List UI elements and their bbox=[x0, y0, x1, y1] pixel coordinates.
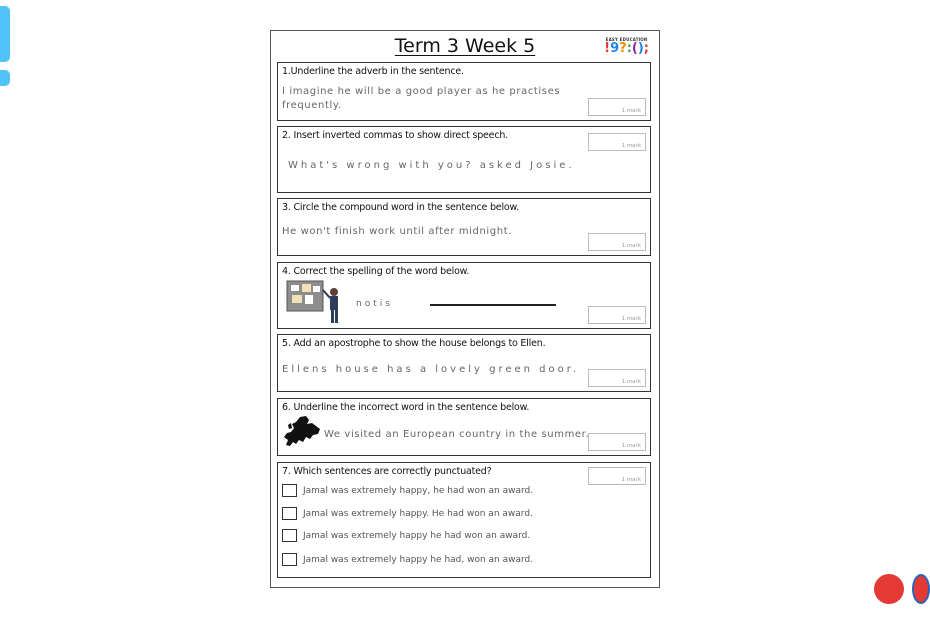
mark-box: 1 mark bbox=[588, 133, 646, 151]
option-2[interactable] bbox=[282, 507, 533, 520]
easy-education-logo: EASY EDUCATION !9?:(); bbox=[604, 37, 649, 56]
question-4 bbox=[277, 262, 651, 329]
question-2 bbox=[277, 126, 651, 193]
option-1[interactable] bbox=[282, 484, 533, 497]
mark-box: 1 mark bbox=[588, 369, 646, 387]
noticeboard-image bbox=[286, 280, 348, 324]
mark-box: 1 mark bbox=[588, 467, 646, 485]
option-1-label: Jamal was extremely happy, he had won an award. bbox=[303, 485, 534, 496]
option-4-label: Jamal was extremely happy he had, won an award. bbox=[303, 554, 534, 565]
exclamation-icon bbox=[0, 6, 14, 88]
question-7-prompt: 7. Which sentences are correctly punctuated? bbox=[282, 466, 492, 477]
question-4-prompt: 4. Correct the spelling of the word below. bbox=[282, 266, 470, 277]
question-6-prompt: 6. Underline the incorrect word in the sentence below. bbox=[282, 402, 530, 413]
mark-box: 1 mark bbox=[588, 306, 646, 324]
question-1-sentence-line1: I imagine he will be a good player as he practises bbox=[282, 86, 561, 97]
option-2-checkbox[interactable] bbox=[282, 507, 297, 520]
option-4[interactable] bbox=[282, 553, 533, 566]
question-3-sentence: He won't finish work until after midnight. bbox=[282, 226, 512, 237]
option-2-label: Jamal was extremely happy. He had won an award. bbox=[303, 508, 533, 519]
question-3-prompt: 3. Circle the compound word in the sentence below. bbox=[282, 202, 520, 213]
mark-box: 1 mark bbox=[588, 433, 646, 451]
question-3 bbox=[277, 198, 651, 256]
question-5 bbox=[277, 334, 651, 392]
mark-box: 1 mark bbox=[588, 98, 646, 116]
page-title: Term 3 Week 5 bbox=[394, 35, 536, 57]
worksheet bbox=[270, 30, 660, 588]
option-3-label: Jamal was extremely happy he had won an award. bbox=[303, 530, 531, 541]
question-1-sentence-line2: frequently. bbox=[282, 100, 342, 111]
blue-ring-icon bbox=[912, 574, 930, 604]
question-5-sentence: Ellens house has a lovely green door. bbox=[282, 364, 580, 375]
mark-box: 1 mark bbox=[588, 233, 646, 251]
option-4-checkbox[interactable] bbox=[282, 553, 297, 566]
question-6 bbox=[277, 398, 651, 456]
option-3[interactable] bbox=[282, 529, 530, 542]
option-3-checkbox[interactable] bbox=[282, 529, 297, 542]
europe-map-image bbox=[282, 415, 322, 449]
option-1-checkbox[interactable] bbox=[282, 484, 297, 497]
question-2-prompt: 2. Insert inverted commas to show direct speech. bbox=[282, 130, 508, 141]
question-7 bbox=[277, 462, 651, 578]
question-1-prompt: 1.Underline the adverb in the sentence. bbox=[282, 66, 464, 77]
question-5-prompt: 5. Add an apostrophe to show the house belongs to Ellen. bbox=[282, 338, 546, 349]
question-4-word: notis bbox=[356, 299, 393, 309]
question-6-sentence: We visited an European country in the summer. bbox=[324, 429, 590, 440]
red-dot-icon bbox=[874, 574, 904, 604]
question-1 bbox=[277, 62, 651, 121]
answer-line bbox=[430, 304, 556, 306]
question-2-sentence: What's wrong with you? asked Josie. bbox=[288, 160, 575, 171]
